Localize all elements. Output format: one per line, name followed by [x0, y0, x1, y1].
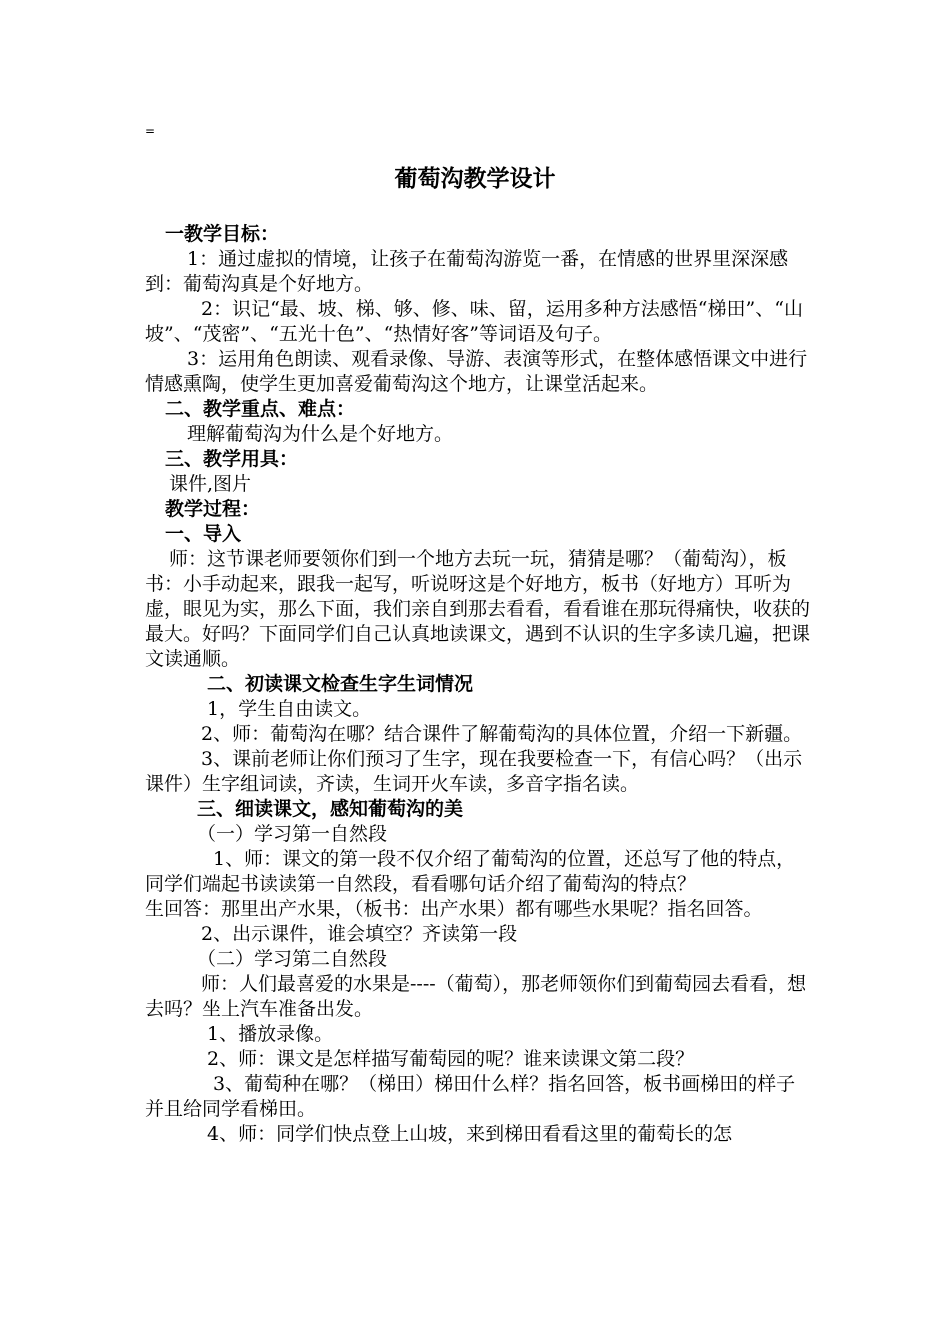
paragraph: 师：这节课老师要领你们到一个地方去玩一玩，猜猜是哪？（葡萄沟），板书：小手动起来，跟我一起写，听说呀这是个好地方，板书（好地方）耳听为虚，眼见为实，那么下面，我们亲自到那去看看，看看谁在那玩得痛快，收获的最大。好吗？下面同学们自己认真地读课文，遇到不认识的生字多读几遍，把课文读通顺。 — [145, 548, 811, 670]
section-heading: 二、初读课文检查生字生词情况 — [207, 673, 474, 695]
paragraph: 3：运用角色朗读、观看录像、导游、表演等形式，在整体感悟课文中进行情感熏陶，使学生更加喜爱葡萄沟这个地方，让课堂活起来。 — [145, 348, 808, 395]
paragraph: 1，学生自由读文。 — [207, 698, 372, 720]
paragraph: （一）学习第一自然段 — [197, 823, 388, 845]
section-heading: 一、导入 — [165, 523, 242, 545]
section-heading: 教学过程： — [165, 498, 261, 520]
paragraph: 2、出示课件，谁会填空？齐读第一段 — [201, 923, 518, 945]
paragraph: 生回答：那里出产水果，（板书：出产水果）都有哪些水果呢？指名回答。 — [145, 898, 763, 920]
header-mark: = — [145, 124, 156, 138]
section-heading: 三、教学用具： — [165, 448, 299, 470]
paragraph: 2、师：课文是怎样描写葡萄园的呢？谁来读课文第二段？ — [207, 1048, 695, 1070]
document-body — [145, 222, 810, 1147]
paragraph: 1、播放录像。 — [207, 1023, 334, 1045]
paragraph: （二）学习第二自然段 — [197, 948, 388, 970]
section-heading: 三、细读课文，感知葡萄沟的美 — [197, 798, 464, 820]
section-heading: 一教学目标： — [165, 223, 280, 245]
paragraph: 课件,图片 — [169, 473, 252, 495]
page-title: 葡萄沟教学设计 — [394, 166, 556, 192]
paragraph: 4、师：同学们快点登上山坡，来到梯田看看这里的葡萄长的怎 — [207, 1123, 733, 1145]
paragraph: 师：人们最喜爱的水果是----（葡萄），那老师领你们到葡萄园去看看，想去吗？坐上汽车准备出发。 — [145, 973, 807, 1020]
paragraph: 1：通过虚拟的情境，让孩子在葡萄沟游览一番，在情感的世界里深深感到：葡萄沟真是个好地方。 — [145, 248, 789, 295]
paragraph: 理解葡萄沟为什么是个好地方。 — [187, 423, 454, 445]
paragraph: 1、师：课文的第一段不仅介绍了葡萄沟的位置，还总写了他的特点，同学们端起书读读第一自然段，看看哪句话介绍了葡萄沟的特点？ — [145, 848, 796, 895]
paragraph: 2：识记“最、坡、梯、够、修、味、留，运用多种方法感悟“梯田”、“山坡”、“茂密”、“五光十色”、“热情好客”等词语及句子。 — [145, 298, 803, 345]
paragraph: 3、课前老师让你们预习了生字，现在我要检查一下，有信心吗？（出示课件）生字组词读，齐读，生词开火车读，多音字指名读。 — [145, 748, 803, 795]
section-heading: 二、教学重点、难点： — [165, 398, 356, 420]
paragraph: 2、师：葡萄沟在哪？结合课件了解葡萄沟的具体位置，介绍一下新疆。 — [201, 723, 803, 745]
paragraph: 3、葡萄种在哪？（梯田）梯田什么样？指名回答，板书画梯田的样子并且给同学看梯田。 — [145, 1073, 796, 1120]
